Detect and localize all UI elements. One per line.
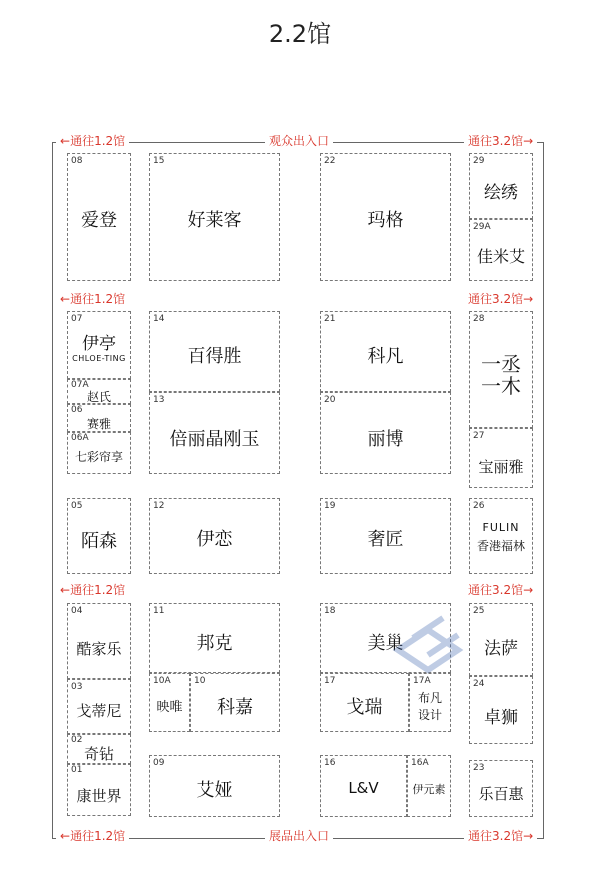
- booth-name: 酷家乐: [76, 640, 122, 658]
- watermark-logo-icon: [388, 560, 548, 680]
- corridor-left-label: 通往1.2馆: [70, 134, 126, 148]
- arrow-right-icon: →: [523, 829, 534, 843]
- booth-subname: CHLOE-TING: [72, 354, 126, 363]
- booth-12[interactable]: [149, 498, 280, 574]
- corridor-right-label: 通往3.2馆: [468, 583, 524, 597]
- booth-name: 好莱客: [187, 210, 242, 231]
- booth-name: 玛格: [367, 210, 404, 231]
- booth-name-line1: 布凡: [417, 691, 442, 705]
- booth-07[interactable]: [67, 311, 131, 379]
- booth-number: 05: [71, 501, 83, 511]
- arrow-left-icon: ←: [60, 292, 71, 306]
- booth-06[interactable]: [67, 404, 131, 432]
- booth-17[interactable]: [320, 673, 409, 732]
- booth-name: 映唯: [156, 700, 183, 715]
- watermark-logo: [388, 560, 548, 680]
- booth-number: 15: [153, 156, 165, 166]
- booth-name: 伊元素: [412, 783, 446, 796]
- booth-name: 伊恋: [196, 529, 233, 550]
- booth-03[interactable]: [67, 679, 131, 734]
- booth-name: 赵氏: [86, 390, 111, 404]
- booth-number: 10A: [153, 676, 171, 686]
- arrow-left-icon: ←: [60, 134, 71, 148]
- audience-entrance-label: 观众出入口: [265, 132, 333, 149]
- booth-number: 16: [324, 758, 336, 768]
- booth-name: 百得胜: [187, 346, 242, 367]
- booth-name: 赛雅: [86, 417, 111, 431]
- booth-name: 法萨: [484, 639, 518, 659]
- booth-name-line2: 设计: [417, 708, 442, 722]
- booth-number: 09: [153, 758, 165, 768]
- arrow-left-icon: ←: [60, 583, 71, 597]
- booth-name: 绘绣: [484, 183, 518, 203]
- booth-number: 29A: [473, 222, 491, 232]
- corridor-right-2: [464, 290, 537, 307]
- booth-name-line2: 香港福林: [476, 539, 525, 553]
- booth-number: 26: [473, 501, 485, 511]
- booth-name: 戈瑞: [346, 697, 383, 718]
- booth-number: 24: [473, 679, 485, 689]
- booth-name: 乐百惠: [478, 785, 524, 803]
- booth-number: 19: [324, 501, 336, 511]
- booth-name: 美巢: [367, 633, 404, 654]
- booth-23[interactable]: [469, 760, 533, 817]
- left-wall: [52, 142, 53, 839]
- arrow-left-icon: ←: [60, 829, 71, 843]
- booth-15[interactable]: [149, 153, 280, 281]
- booth-number: 02: [71, 735, 83, 745]
- booth-number: 20: [324, 395, 336, 405]
- booth-number: 27: [473, 431, 485, 441]
- booth-number: 21: [324, 314, 336, 324]
- booth-name: 佳米艾: [476, 247, 525, 266]
- booth-number: 13: [153, 395, 165, 405]
- booth-name-line1: 一丞: [481, 352, 521, 376]
- booth-07a[interactable]: [67, 379, 131, 404]
- corridor-left-4: [56, 827, 129, 844]
- booth-number: 12: [153, 501, 165, 511]
- booth-10a[interactable]: [149, 673, 190, 732]
- hall-title: 2.2馆: [268, 20, 332, 48]
- corridor-left-2: [56, 290, 129, 307]
- booth-number: 29: [473, 156, 485, 166]
- booth-number: 07: [71, 314, 83, 324]
- exhibit-entrance-label: 展品出入口: [265, 827, 333, 844]
- booth-name: 康世界: [76, 787, 122, 805]
- booth-name: 科嘉: [217, 697, 253, 718]
- booth-name: 爱登: [81, 210, 117, 231]
- booth-11[interactable]: [149, 603, 280, 673]
- booth-10[interactable]: [190, 673, 280, 732]
- booth-16a[interactable]: [407, 755, 451, 817]
- booth-name: 邦克: [196, 633, 233, 654]
- booth-number: 22: [324, 156, 336, 166]
- right-wall: [543, 142, 544, 839]
- booth-number: 16A: [411, 758, 429, 768]
- booth-22[interactable]: [320, 153, 451, 281]
- booth-name: L&V: [348, 779, 379, 797]
- booth-28[interactable]: [469, 311, 533, 428]
- booth-16[interactable]: [320, 755, 407, 817]
- booth-14[interactable]: [149, 311, 280, 392]
- booth-27[interactable]: [469, 428, 533, 488]
- booth-number: 25: [473, 606, 485, 616]
- booth-name: 宝丽雅: [478, 458, 524, 476]
- booth-number: 18: [324, 606, 336, 616]
- booth-08[interactable]: [67, 153, 131, 281]
- booth-number: 06A: [71, 433, 89, 443]
- booth-name: 卓狮: [484, 708, 518, 728]
- booth-name-line1: FULIN: [482, 521, 520, 534]
- corridor-right-label: 通往3.2馆: [468, 292, 524, 306]
- booth-name: 艾娅: [196, 780, 233, 801]
- booth-name: 科凡: [367, 346, 404, 367]
- booth-06a[interactable]: [67, 432, 131, 474]
- booth-02[interactable]: [67, 734, 131, 764]
- booth-01[interactable]: [67, 764, 131, 816]
- booth-20[interactable]: [320, 392, 451, 474]
- corridor-left-label: 通往1.2馆: [70, 829, 126, 843]
- booth-name: 陌森: [81, 531, 117, 552]
- booth-13[interactable]: [149, 392, 280, 474]
- arrow-right-icon: →: [523, 583, 534, 597]
- corridor-right-label: 通往3.2馆: [468, 829, 524, 843]
- corridor-left-label: 通往1.2馆: [70, 583, 126, 597]
- booth-24[interactable]: [469, 676, 533, 744]
- booth-name: 七彩帘享: [74, 450, 123, 464]
- arrow-right-icon: →: [523, 292, 534, 306]
- booth-29[interactable]: [469, 153, 533, 219]
- booth-number: 28: [473, 314, 485, 324]
- booth-name-line2: 一木: [481, 374, 521, 398]
- booth-name: 奇钻: [83, 745, 114, 763]
- booth-name: 倍丽晶刚玉: [169, 429, 260, 450]
- booth-name: 丽博: [367, 429, 404, 450]
- booth-number: 03: [71, 682, 83, 692]
- corridor-left-1: [56, 132, 129, 149]
- booth-number: 07A: [71, 380, 89, 390]
- corridor-left-3: [56, 581, 129, 598]
- booth-29a[interactable]: [469, 219, 533, 281]
- corridor-right-1: [464, 132, 537, 149]
- booth-number: 04: [71, 606, 83, 616]
- booth-number: 17A: [413, 676, 431, 686]
- booth-name: 伊亭: [82, 334, 116, 354]
- booth-21[interactable]: [320, 311, 451, 392]
- corridor-right-4: [464, 827, 537, 844]
- booth-number: 23: [473, 763, 485, 773]
- booth-number: 17: [324, 676, 336, 686]
- booth-number: 10: [194, 676, 206, 686]
- booth-number: 14: [153, 314, 165, 324]
- booth-17a[interactable]: [409, 673, 451, 732]
- booth-number: 08: [71, 156, 83, 166]
- booth-09[interactable]: [149, 755, 280, 817]
- arrow-right-icon: →: [523, 134, 534, 148]
- corridor-right-label: 通往3.2馆: [468, 134, 524, 148]
- booth-number: 01: [71, 765, 83, 775]
- booth-04[interactable]: [67, 603, 131, 679]
- booth-number: 06: [71, 405, 83, 415]
- corridor-left-label: 通往1.2馆: [70, 292, 126, 306]
- booth-name: 戈蒂尼: [76, 702, 122, 720]
- booth-05[interactable]: [67, 498, 131, 574]
- booth-number: 11: [153, 606, 165, 616]
- booth-name: 奢匠: [367, 529, 404, 550]
